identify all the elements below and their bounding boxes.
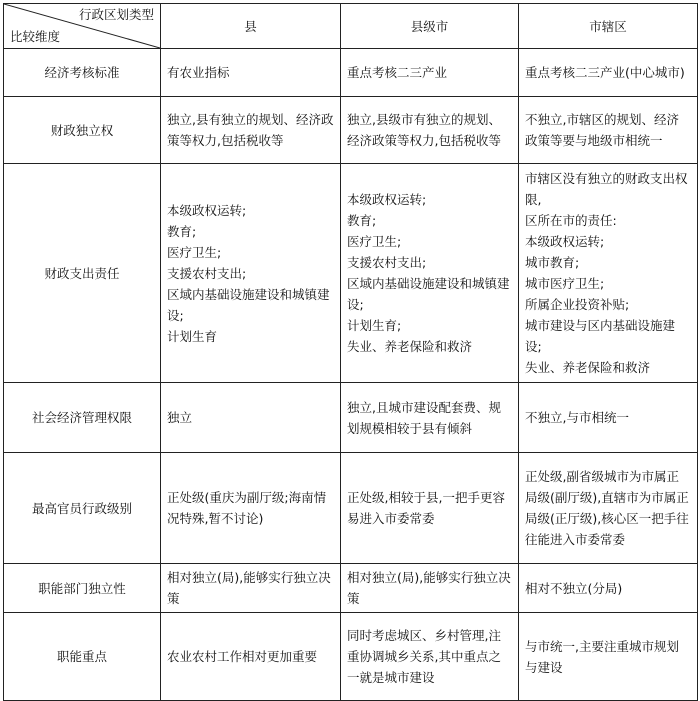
diagonal-header-cell: [4, 4, 161, 49]
cell-text-line: 不独立,市辖区的规划、经济政策等要与地级市相统一: [525, 112, 679, 148]
table-row: [4, 49, 698, 97]
cell-text-line: 计划生育: [167, 328, 218, 344]
cell-text-line: 失业、养老保险和救济: [525, 360, 651, 375]
cell-text-line: 与市统一,主要注重城市规划与建设: [525, 638, 679, 675]
row-label: 职能部门独立性: [4, 564, 161, 613]
column-header-city-district: 市辖区: [519, 4, 698, 49]
comparison-table: [3, 3, 698, 701]
cell-county: [161, 613, 341, 701]
cell-text-line: 相对独立(局),能够实行独立决策: [167, 570, 331, 606]
cell-text-line: 独立,县级市有独立的规划、经济政策等权力,包括税收等: [347, 112, 501, 148]
cell-text-line: 独立,县有独立的规划、经济政策等权力,包括税收等: [167, 112, 334, 148]
cell-district: [519, 383, 698, 453]
cell-text-line: 重点考核二三产业(中心城市): [525, 65, 685, 80]
cell-text-line: 独立: [167, 410, 193, 425]
cell-text-line: 支援农村支出;: [347, 255, 427, 270]
table-row: [4, 383, 698, 453]
cell-text-line: 区域内基础设施建设和城镇建设;: [167, 286, 330, 323]
cell-text-line: 农业农村工作相对更加重要: [167, 649, 318, 664]
cell-county: [161, 453, 341, 564]
cell-text-line: 不独立,与市相统一: [525, 410, 629, 425]
cell-district: [519, 49, 698, 97]
cell-text-line: 失业、养老保险和救济: [347, 339, 473, 354]
cell-text-line: 本级政权运转;: [167, 202, 247, 218]
cell-district: [519, 97, 698, 164]
cell-text-line: 独立,且城市建设配套费、规划规模相较于县有倾斜: [347, 399, 501, 436]
row-label: 职能重点: [4, 613, 161, 701]
cell-county: [161, 383, 341, 453]
row-label: 经济考核标准: [4, 49, 161, 97]
table-row: [4, 613, 698, 701]
table-row: [4, 564, 698, 613]
cell-text-line: 正处级,副省级城市为市属正局级(副厅级),直辖市为市属正局级(正厅级),核心区一把手往往能进入市委常委: [525, 469, 689, 547]
table-row: [4, 164, 698, 383]
cell-city: [341, 613, 519, 701]
cell-text-line: 城市建设与区内基础设施建设;: [525, 318, 676, 354]
cell-text-line: 支援农村支出;: [167, 265, 247, 281]
column-header-county: 县: [161, 4, 341, 49]
cell-district: [519, 564, 698, 613]
cell-district: [519, 613, 698, 701]
header-division-type-label: 行政区划类型: [78, 7, 154, 22]
cell-text-line: 城市教育;: [525, 255, 580, 270]
cell-district: [519, 453, 698, 564]
table-row: [4, 453, 698, 564]
cell-text-line: 城市医疗卫生;: [525, 276, 605, 291]
cell-text-line: 相对独立(局),能够实行独立决策: [347, 570, 511, 606]
cell-text-line: 重点考核二三产业: [347, 65, 448, 80]
cell-city: [341, 453, 519, 564]
cell-text-line: 教育;: [347, 213, 377, 228]
row-label: 最高官员行政级别: [4, 453, 161, 564]
row-label: 财政支出责任: [4, 164, 161, 383]
cell-text-line: 本级政权运转;: [525, 234, 605, 249]
cell-county: [161, 49, 341, 97]
cell-city: [341, 564, 519, 613]
cell-text-line: 正处级,相较于县,一把手更容易进入市委常委: [347, 490, 505, 526]
column-header-county-level-city: 县级市: [341, 4, 519, 49]
cell-text-line: 区域内基础设施建设和城镇建设;: [347, 276, 510, 312]
cell-text-line: 区所在市的责任:: [525, 213, 617, 228]
cell-text-line: 同时考虑城区、乡村管理,注重协调城乡关系,其中重点之一就是城市建设: [347, 628, 501, 685]
cell-text-line: 计划生育;: [347, 318, 402, 333]
row-label: 社会经济管理权限: [4, 383, 161, 453]
cell-text-line: 有农业指标: [167, 65, 230, 80]
cell-city: [341, 97, 519, 164]
cell-county: [161, 564, 341, 613]
cell-text-line: 市辖区没有独立的财政支出权限,: [525, 171, 688, 207]
cell-text-line: 所属企业投资补贴;: [525, 297, 630, 312]
cell-text-line: 教育;: [167, 223, 197, 239]
cell-county: [161, 97, 341, 164]
cell-city: [341, 164, 519, 383]
cell-city: [341, 383, 519, 453]
cell-text-line: 相对不独立(分局): [525, 580, 623, 596]
row-label: 财政独立权: [4, 97, 161, 164]
cell-text-line: 本级政权运转;: [347, 192, 427, 207]
cell-text-line: 医疗卫生;: [167, 244, 222, 260]
header-row: [4, 4, 698, 49]
cell-district: [519, 164, 698, 383]
cell-text-line: 正处级(重庆为副厅级;海南情况特殊,暂不讨论): [167, 490, 327, 526]
cell-city: [341, 49, 519, 97]
header-dimension-label: 比较维度: [10, 29, 61, 44]
cell-text-line: 医疗卫生;: [347, 234, 402, 249]
table-row: [4, 97, 698, 164]
cell-county: [161, 164, 341, 383]
